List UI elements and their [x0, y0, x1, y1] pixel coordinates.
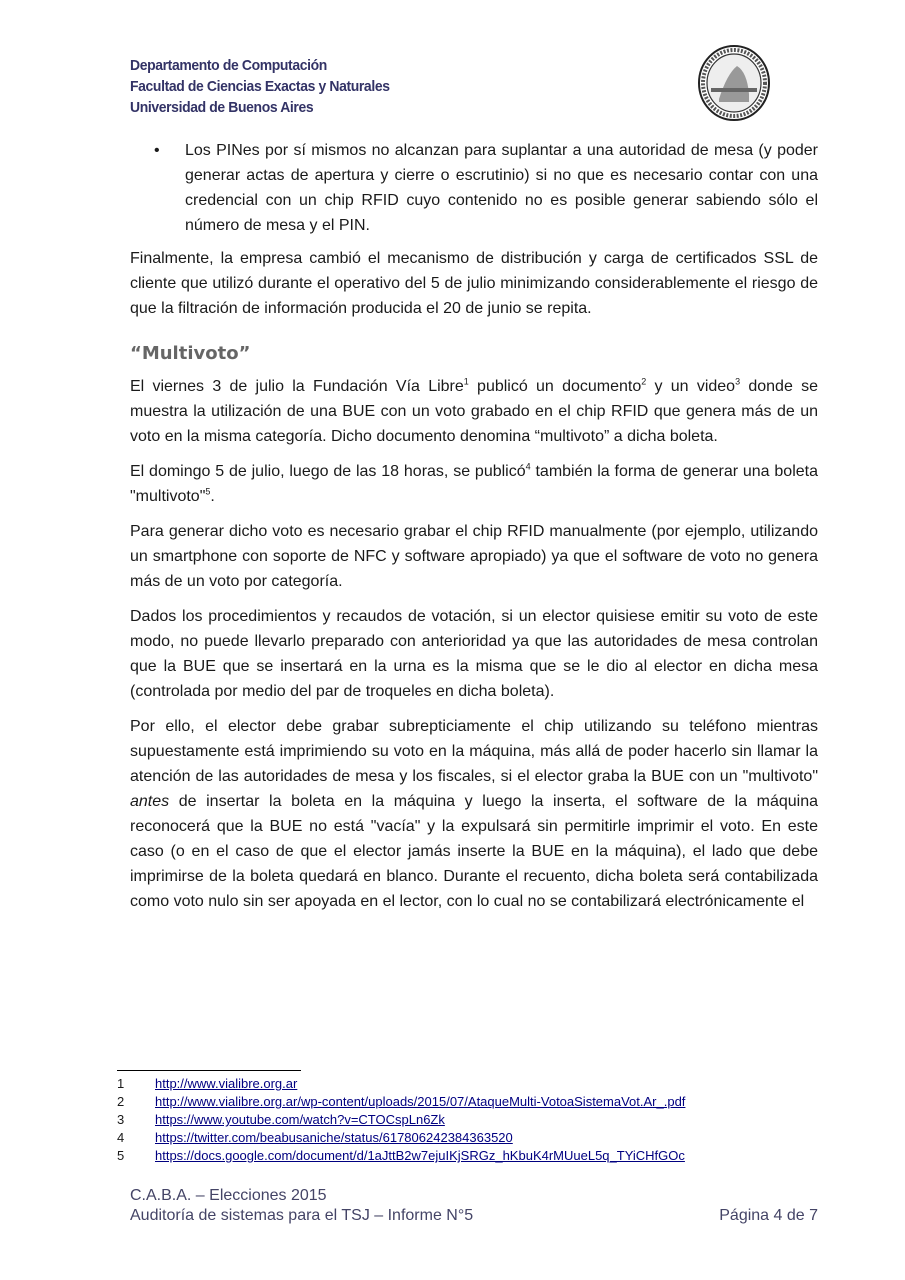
text-segment: antes — [130, 793, 170, 810]
text-segment: donde se muestra la utilización de una BUE con un voto grabado en el chip RFID que genera más de un voto en la misma categoría. Dicho documento denomina “multivoto” a dicha boleta. — [130, 378, 818, 445]
footnote — [117, 1147, 685, 1165]
footnote — [117, 1111, 685, 1129]
footnote-number: 4 — [117, 1130, 125, 1145]
text-segment: y un video — [646, 378, 736, 395]
footnote-separator — [117, 1070, 301, 1071]
university-seal-logo — [697, 44, 771, 122]
text-segment: Dados los procedimientos y recaudos de votación, si un elector quisiese emitir su voto de este modo, no puede llevarlo preparado con anterioridad ya que las autoridades de mesa controlan que la BUE que se insertará en la urna es la misma que se le dio al elector en dicha mesa (controlada por medio del par de troqueles en dicha boleta). — [130, 608, 818, 700]
page-footer — [130, 1186, 818, 1226]
paragraph — [130, 519, 818, 594]
text-segment: de insertar la boleta en la máquina y luego la inserta, el software de la máquina reconocerá que la BUE no está "vacía" y la expulsará sin permitirle imprimir el voto. En este caso (o en el caso de que el elector jamás inserte la BUE en la máquina), el lado que debe imprimirse de la boleta quedará en blanco. Durante el recuento, dicha boleta será contabilizada como voto nulo sin ser apoyada en el lector, con lo cual no se contabilizará electrónicamente el — [130, 793, 818, 910]
text-segment: . — [210, 488, 215, 505]
text-segment: Por ello, el elector debe grabar subrepticiamente el chip utilizando su teléfono mientras supuestamente está imprimiendo su voto en la máquina, más allá de poder hacerlo sin llamar la atención de las autoridades de mesa y los fiscales, si el elector graba la BUE con un "multivoto" — [130, 718, 818, 785]
bullet-item: • Los PINes por sí mismos no alcanzan para suplantar a una autoridad de mesa (y poder generar actas de apertura y cierre o escrutinio) si no que es necesario contar con una credencial con un chip RFID cuyo contenido no es posible generar sabiendo sólo el número de mesa y el PIN. — [154, 138, 818, 238]
header — [130, 55, 390, 118]
footnote-link[interactable]: http://www.vialibre.org.ar — [155, 1076, 298, 1091]
document-body — [130, 138, 818, 924]
footnote-number: 2 — [117, 1094, 125, 1109]
footnote — [117, 1093, 685, 1111]
footnote-number: 5 — [117, 1148, 125, 1163]
footnote-ref: 1 — [463, 376, 469, 387]
text-segment: El domingo 5 de julio, luego de las 18 horas, se publicó — [130, 463, 526, 480]
header-university: Universidad de Buenos Aires — [130, 99, 314, 116]
footer-line1: C.A.B.A. – Elecciones 2015 — [130, 1187, 327, 1204]
footnote-link[interactable]: http://www.vialibre.org.ar/wp-content/uploads/2015/07/AtaqueMulti-VotoaSistemaVot.Ar_.pdf — [155, 1094, 686, 1109]
paragraph — [130, 604, 818, 704]
page-number: Página 4 de 7 — [719, 1207, 818, 1224]
paragraph — [130, 714, 818, 914]
footer-line2: Auditoría de sistemas para el TSJ – Informe N°5 — [130, 1207, 474, 1224]
text-segment: El viernes 3 de julio la Fundación Vía Libre — [130, 378, 464, 395]
footnote — [117, 1129, 685, 1147]
footnote-link[interactable]: https://docs.google.com/document/d/1aJttB2w7ejuIKjSRGz_hKbuK4rMUueL5q_TYiCHfGOc — [155, 1148, 685, 1163]
footnote-number: 1 — [117, 1076, 125, 1091]
footnote-ref: 4 — [525, 461, 531, 472]
footnote-number: 3 — [117, 1112, 125, 1127]
footnote-ref: 5 — [205, 486, 211, 497]
paragraph — [130, 374, 818, 449]
bullet-icon: • — [154, 142, 160, 159]
text-segment: publicó un documento — [468, 378, 642, 395]
footnote-ref: 2 — [641, 376, 647, 387]
section-title: “Multivoto” — [130, 343, 251, 364]
footnote-link[interactable]: https://www.youtube.com/watch?v=CTOCspLn6Zk — [155, 1112, 445, 1127]
footnote-link[interactable]: https://twitter.com/beabusaniche/status/617806242384363520 — [155, 1130, 513, 1145]
footnotes — [117, 1075, 685, 1165]
header-department: Departamento de Computación — [130, 57, 327, 74]
text-segment: también la forma de generar una boleta "multivoto" — [130, 463, 818, 505]
header-faculty: Facultad de Ciencias Exactas y Naturales — [130, 78, 390, 95]
footnote — [117, 1075, 685, 1093]
text-segment: Para generar dicho voto es necesario grabar el chip RFID manualmente (por ejemplo, utilizando un smartphone con soporte de NFC y software apropiado) ya que el software de voto no genera más de un voto por categoría. — [130, 523, 818, 590]
paragraph-intro: Finalmente, la empresa cambió el mecanismo de distribución y carga de certificados SSL de cliente que utilizó durante el operativo del 5 de julio minimizando considerablemente el riesgo de que la filtración de información producida el 20 de junio se repita. — [130, 250, 818, 317]
paragraph — [130, 459, 818, 509]
footnote-ref: 3 — [735, 376, 741, 387]
